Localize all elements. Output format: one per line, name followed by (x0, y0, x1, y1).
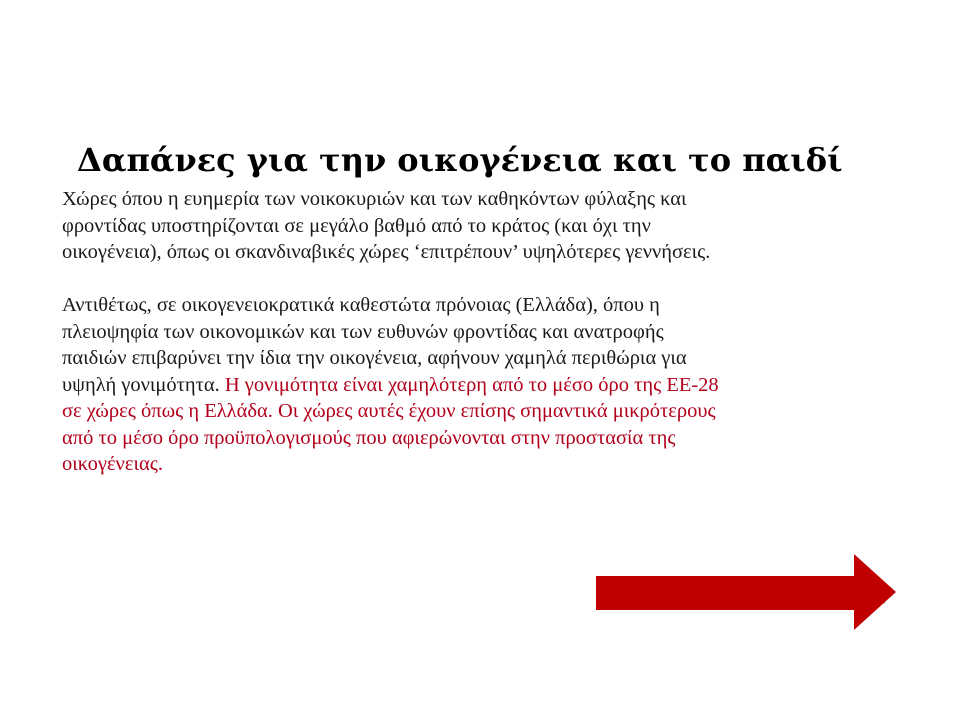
slide-body (62, 186, 842, 478)
right-arrow-icon[interactable] (596, 554, 896, 630)
text-line: Χώρες όπου η ευημερία των νοικοκυριών και των καθηκόντων φύλαξης και (62, 188, 687, 210)
highlight-text-line: οικογένειας. (62, 453, 163, 475)
highlight-text-line: από το μέσο όρο προϋπολογισμούς που αφιερώνονται στην προστασία της (62, 426, 676, 449)
text-line: Αντιθέτως, σε οικογενειοκρατικά καθεστώτα πρόνοιας (Ελλάδα), όπου η (62, 294, 660, 316)
text-line: φροντίδας υποστηρίζονται σε μεγάλο βαθμό από το κράτος (και όχι την (62, 214, 651, 237)
highlight-text-line: σε χώρες όπως η Ελλάδα. Οι χώρες αυτές έχουν επίσης σημαντικά μικρότερους (62, 400, 716, 422)
text-line-mixed (62, 372, 842, 399)
arrow-shape[interactable] (596, 554, 896, 630)
text-line: πλειοψηφία των οικονομικών και των ευθυνών φροντίδας και ανατροφής (62, 320, 664, 343)
slide-title: Δαπάνες για την οικογένεια και το παιδί (77, 141, 843, 179)
highlight-text: Η γονιμότητα είναι χαμηλότερη από το μέσο όρο της ΕΕ-28 (224, 373, 719, 396)
paragraph-greece (62, 292, 842, 478)
text-segment: υψηλή γονιμότητα. (62, 373, 225, 396)
text-line: οικογένεια), όπως οι σκανδιναβικές χώρες ‘επιτρέπουν’ υψηλότερες γεννήσεις. (62, 241, 711, 263)
text-line: παιδιών επιβαρύνει την ίδια την οικογένεια, αφήνουν χαμηλά περιθώρια για (62, 347, 687, 369)
paragraph-scandinavia (62, 186, 842, 266)
